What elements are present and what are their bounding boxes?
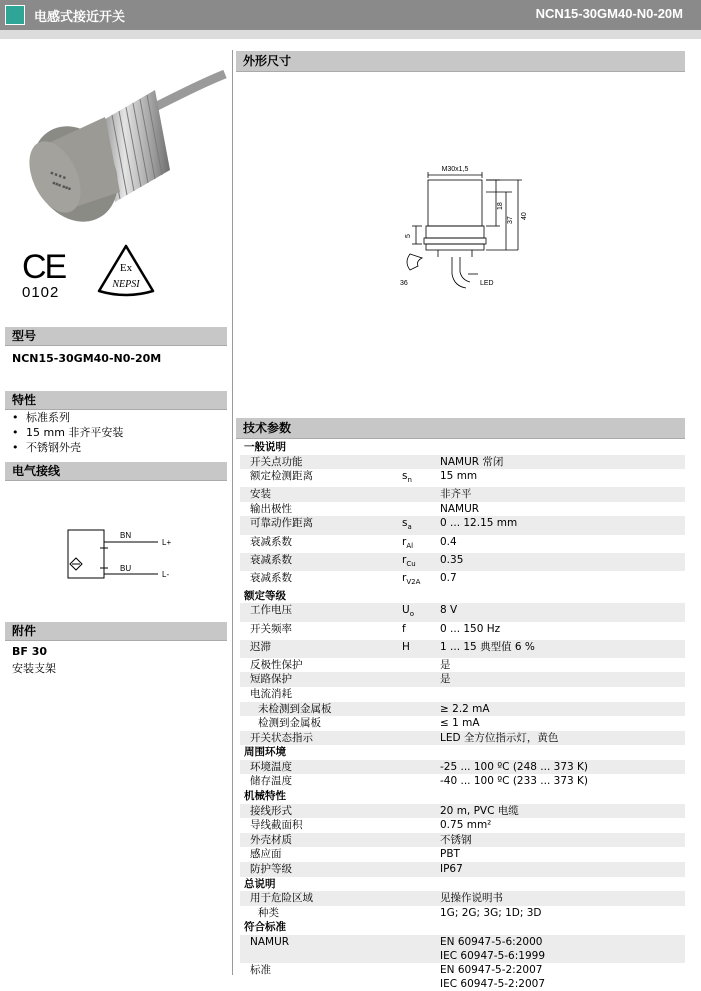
spec-row [240, 847, 685, 862]
spec-value: IP67 [436, 862, 685, 877]
svg-text:■ ■ ■ ■: ■ ■ ■ ■ [49, 170, 67, 182]
svg-text:37: 37 [507, 216, 514, 224]
spec-name: 环境温度 [240, 760, 398, 775]
spec-value: 见操作说明书 [436, 891, 685, 906]
brand-square [5, 5, 25, 25]
spec-row [240, 469, 685, 487]
spec-symbol [398, 487, 436, 502]
svg-text:40: 40 [521, 212, 528, 220]
spec-symbol [398, 716, 436, 731]
spec-value: EN 60947-5-2:2007 IEC 60947-5-2:2007 [440, 964, 545, 990]
spec-value: 0 ... 12.15 mm [436, 516, 685, 534]
spec-row [240, 963, 685, 991]
spec-symbol [398, 862, 436, 877]
spec-value: ≤ 1 mA [440, 717, 480, 730]
spec-name: 安装 [240, 487, 398, 502]
spec-row [240, 862, 685, 877]
spec-symbol: $s_a$ [398, 516, 436, 534]
spec-symbol [398, 731, 436, 746]
accessory-section-title: 附件 [5, 622, 227, 641]
spec-value: NAMUR 常闭 [436, 455, 685, 470]
spec-value: -25 ... 100 ºC (248 ... 373 K) [436, 760, 685, 775]
spec-name: 标准 [250, 964, 271, 976]
spec-row [240, 502, 685, 517]
product-photo [20, 62, 230, 232]
spec-name: 导线截面积 [250, 819, 303, 832]
svg-text:18: 18 [497, 202, 504, 210]
spec-value: 是 [440, 658, 451, 671]
spec-value: 15 mm [440, 470, 478, 483]
spec-name: 检测到金属板 [258, 717, 321, 730]
spec-symbol: $s_n$ [402, 470, 412, 485]
spec-row [240, 906, 685, 921]
spec-value: PBT [440, 848, 460, 861]
spec-row [240, 535, 685, 553]
svg-text:M30x1,5: M30x1,5 [441, 166, 469, 173]
spec-symbol: $r_{Cu}$ [398, 553, 436, 571]
spec-row [240, 622, 685, 640]
dimension-drawing [390, 162, 530, 297]
spec-group-header: 一般说明 [244, 441, 286, 453]
spec-name: 防护等级 [240, 862, 398, 877]
spec-symbol [398, 935, 436, 963]
svg-text:BU: BU [120, 564, 132, 573]
page-header [0, 0, 701, 30]
spec-row [240, 672, 685, 687]
spec-symbol [398, 687, 436, 702]
spec-name: 感应面 [250, 848, 282, 861]
nepsi-ex-logo [95, 243, 157, 297]
spec-symbol [398, 891, 436, 906]
spec-group-header: 周围环境 [244, 746, 286, 759]
spec-value: ≥ 2.2 mA [436, 702, 685, 717]
spec-value: 0 ... 150 Hz [440, 622, 501, 635]
spec-symbol: $U_o$ [398, 603, 436, 621]
wiring-section-title: 电气接线 [5, 462, 227, 481]
spec-row [240, 487, 685, 502]
spec-symbol [398, 455, 436, 470]
spec-name: 工作电压 [240, 603, 398, 621]
spec-name: 外壳材质 [240, 833, 398, 848]
spec-name: 电流消耗 [250, 687, 292, 700]
spec-value: 0.35 [436, 553, 685, 571]
spec-value: EN 60947-5-6:2000 IEC 60947-5-6:1999 [436, 935, 685, 963]
spec-group-header: 符合标准 [244, 921, 286, 934]
spec-row [240, 804, 685, 819]
spec-row [240, 760, 685, 775]
spec-value: 非齐平 [436, 487, 685, 502]
spec-value [436, 687, 685, 702]
svg-text:5: 5 [405, 234, 412, 238]
spec-row [240, 935, 685, 963]
spec-name: 储存温度 [250, 775, 292, 788]
svg-text:■■■ ■■■: ■■■ ■■■ [51, 180, 72, 193]
spec-symbol [398, 818, 436, 833]
spec-symbol: $r_{Al}$ [402, 535, 414, 550]
spec-symbol [398, 702, 436, 717]
svg-text:NEPSI: NEPSI [112, 279, 140, 290]
spec-name: 未检测到金属板 [240, 702, 398, 717]
spec-symbol [398, 502, 436, 517]
spec-row [240, 455, 685, 470]
specs-section-title: 技术参数 [236, 418, 685, 439]
spec-name: 接线形式 [240, 804, 398, 819]
spec-name: 衰减系数 [250, 535, 292, 548]
spec-value: 是 [436, 672, 685, 687]
spec-name: 用于危险区域 [240, 891, 398, 906]
spec-symbol: f [402, 622, 406, 635]
spec-value: 0.75 mm² [440, 819, 492, 832]
spec-name: 可靠动作距离 [240, 516, 398, 534]
spec-row [240, 716, 685, 731]
spec-value: -40 ... 100 ºC (233 ... 373 K) [440, 775, 589, 788]
accessory-name: BF 30 [12, 645, 48, 658]
spec-group-header: 额定等级 [244, 589, 286, 602]
header-band [0, 30, 701, 39]
spec-name: 种类 [258, 906, 279, 919]
spec-name: 开关状态指示 [240, 731, 398, 746]
spec-row [240, 731, 685, 746]
svg-text:BN: BN [120, 531, 132, 540]
spec-value: 不锈钢 [436, 833, 685, 848]
spec-symbol: H [398, 640, 436, 658]
spec-symbol [398, 963, 436, 991]
spec-value: NAMUR [440, 502, 480, 515]
dimensions-section-title: 外形尺寸 [236, 51, 685, 72]
spec-value: 1 ... 15 典型值 6 % [436, 640, 685, 658]
spec-value: LED 全方位指示灯，黄色 [436, 731, 685, 746]
spec-row [240, 687, 685, 702]
svg-text:LED: LED [480, 280, 494, 287]
spec-value: 20 m, PVC 电缆 [436, 804, 685, 819]
spec-value: 0.4 [440, 535, 457, 548]
spec-value: 1G; 2G; 3G; 1D; 3D [440, 906, 542, 919]
specs-table [240, 440, 685, 991]
spec-symbol: $r_{V2A}$ [402, 571, 421, 586]
spec-symbol [398, 847, 436, 862]
spec-name: 开关点功能 [240, 455, 398, 470]
spec-group-header: 总说明 [244, 877, 276, 890]
feature-item: • 不锈钢外壳 [12, 440, 123, 455]
feature-item: • 15 mm 非齐平安装 [12, 425, 123, 440]
spec-row [240, 891, 685, 906]
spec-symbol [398, 804, 436, 819]
spec-row [240, 603, 685, 621]
spec-name: 额定检测距离 [250, 470, 313, 483]
spec-row [240, 658, 685, 673]
wiring-diagram [60, 524, 190, 590]
spec-row [240, 774, 685, 789]
spec-symbol [398, 833, 436, 848]
spec-name: 短路保护 [240, 672, 398, 687]
type-value: NCN15-30GM40-N0-20M [12, 352, 162, 365]
svg-text:L+: L+ [162, 538, 172, 547]
spec-value: 0.7 [440, 571, 457, 584]
spec-name: NAMUR [240, 935, 398, 963]
spec-value: 8 V [436, 603, 685, 621]
spec-row [240, 516, 685, 534]
spec-symbol [398, 760, 436, 775]
spec-row [240, 702, 685, 717]
spec-row [240, 553, 685, 571]
page-title: 电感式接近开关 [34, 10, 126, 25]
spec-name: 输出极性 [250, 502, 292, 515]
spec-group-header: 机械特性 [244, 790, 286, 803]
features-section-title: 特性 [5, 391, 227, 410]
spec-row [240, 571, 685, 589]
spec-symbol [398, 658, 436, 673]
feature-item: • 标准系列 [12, 410, 123, 425]
spec-symbol [398, 672, 436, 687]
svg-text:L-: L- [162, 570, 170, 579]
spec-name: 反极性保护 [250, 658, 303, 671]
spec-name: 衰减系数 [240, 553, 398, 571]
spec-name: 开关频率 [250, 622, 292, 635]
spec-row [240, 818, 685, 833]
ce-mark: CE 0102 [22, 248, 66, 301]
spec-symbol [398, 774, 436, 789]
accessory-description: 安装支架 [12, 662, 56, 675]
column-divider [232, 50, 233, 975]
svg-text:Ex: Ex [119, 262, 133, 274]
features-list [12, 410, 123, 455]
spec-name: 迟滞 [240, 640, 398, 658]
spec-row [240, 640, 685, 658]
spec-row [240, 833, 685, 848]
spec-symbol [398, 906, 436, 921]
svg-text:36: 36 [400, 280, 408, 287]
type-section-title: 型号 [5, 327, 227, 346]
spec-name: 衰减系数 [250, 571, 292, 584]
model-number: NCN15-30GM40-N0-20M [535, 6, 683, 21]
